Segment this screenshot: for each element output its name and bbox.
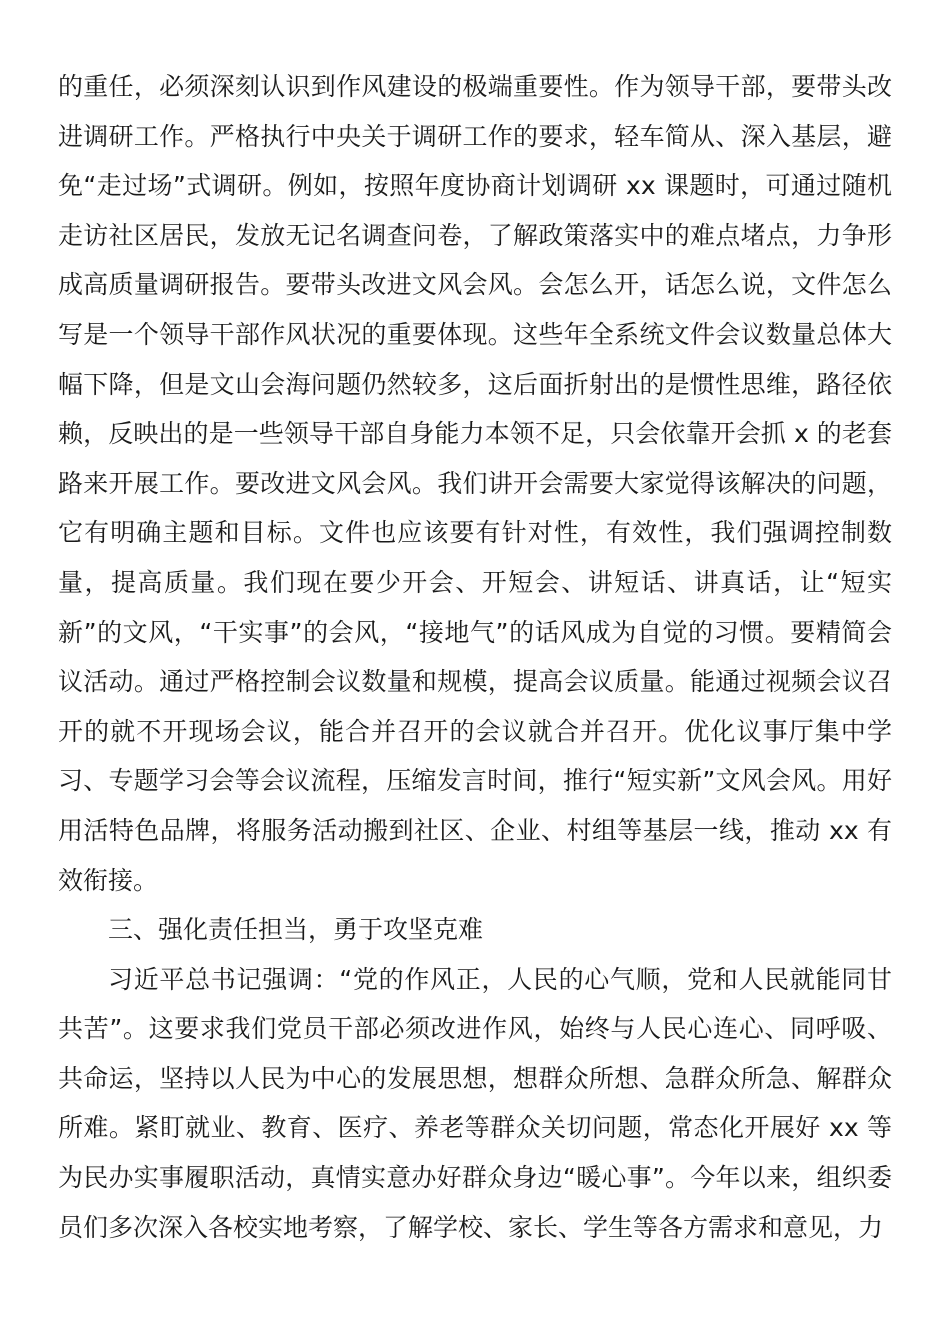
document-body — [58, 62, 892, 1252]
body-paragraph: 习近平总书记强调：“党的作风正，人民的心气顺，党和人民就能同甘共苦”。这要求我们党员干部必须改进作风，始终与人民心连心、同呼吸、共命运，坚持以人民为中心的发展思想，想群众所想、急群众所急、解群众所难。紧盯就业、教育、医疗、养老等群众关切问题，常态化开展好 xx 等为民办实事履职活动，真情实意办好群众身边“暖心事”。今年以来，组织委员们多次深入各校实地考察，了解学校、家长、学生等各方需求和意见，力 — [58, 964, 892, 1242]
section-heading: 三、强化责任担当，勇于攻坚克难 — [108, 915, 484, 945]
body-paragraph: 的重任，必须深刻认识到作风建设的极端重要性。作为领导干部，要带头改进调研工作。严格执行中央关于调研工作的要求，轻车简从、深入基层，避免“走过场”式调研。例如，按照年度协商计划调研 xx 课题时，可通过随机走访社区居民，发放无记名调查问卷，了解政策落实中的难点堵点，力争形成高质量调研报告。要带头改进文风会风。会怎么开，话怎么说，文件怎么写是一个领导干部作风状况的重要体现。这些年全系统文件会议数量总体大幅下降，但是文山会海问题仍然较多，这后面折射出的是惯性思维，路径依赖，反映出的是一些领导干部自身能力本领不足，只会依靠开会抓 x 的老套路来开展工作。要改进文风会风。我们讲开会需要大家觉得该解决的问题，它有明确主题和目标。文件也应该要有针对性，有效性，我们强调控制数量，提高质量。我们现在要少开会、开短会、讲短话、讲真话，让“短实新”的文风，“干实事”的会风，“接地气”的话风成为自觉的习惯。要精简会议活动。通过严格控制会议数量和规模，提高会议质量。能通过视频会议召开的就不开现场会议，能合并召开的会议就合并召开。优化议事厅集中学习、专题学习会等会议流程，压缩发言时间，推行“短实新”文风会风。用好用活特色品牌，将服务活动搬到社区、企业、村组等基层一线，推动 xx 有效衔接。 — [58, 72, 892, 895]
